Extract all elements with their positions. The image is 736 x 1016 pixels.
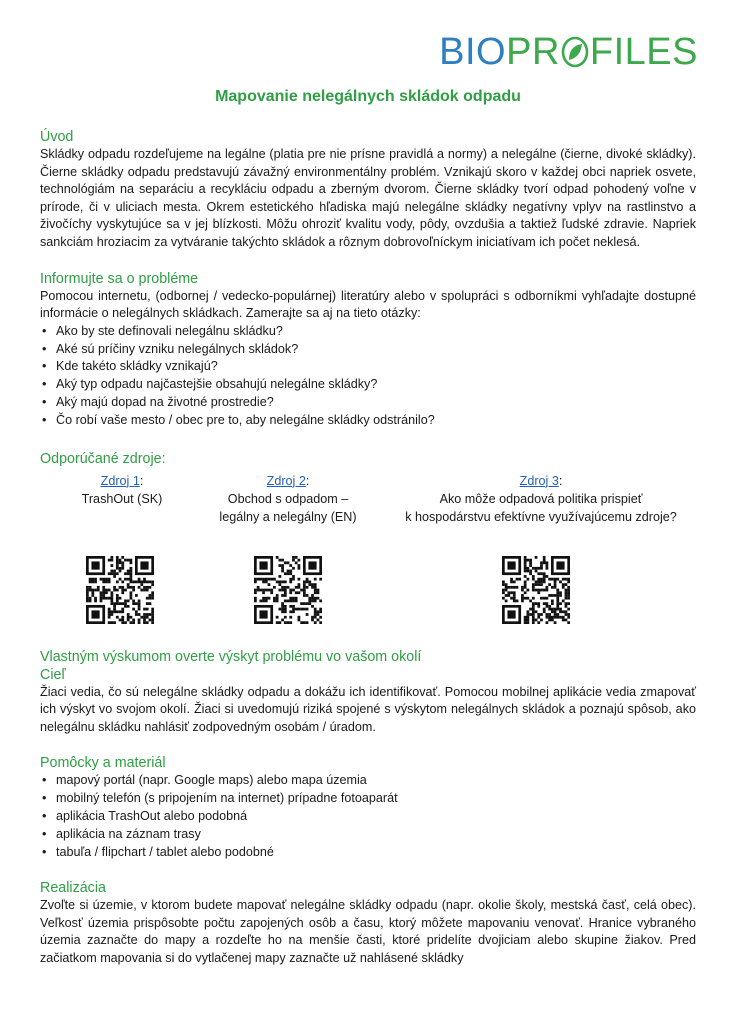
section-heading-realizacia: Realizácia — [40, 880, 106, 897]
section-vlastny-vyskum — [40, 648, 696, 737]
source-1-link[interactable]: Zdroj 1 — [100, 473, 140, 488]
logo-text-pr: PR — [506, 31, 560, 73]
source-2-title-line1: Obchod s odpadom – — [227, 491, 349, 506]
source-2: Zdroj 2: Obchod s odpadom – legálny a nelegálny (EN) — [219, 473, 357, 524]
list-item: • mobilný telefón (s pripojením na internet) prípadne fotoaparát — [40, 790, 696, 808]
list-item: • Aké sú príčiny vzniku nelegálnych skládok? — [40, 341, 696, 359]
paragraph-realizacia: Zvoľte si územie, v ktorom budete mapovať nelegálne skládky odpadu (napr. okolie školy, mestská časť, celá obec). Veľkosť územia prispôsobte počtu zapojených osôb a času, ktorý môžete mapovaniu venovať. Hranice vybraného územia zaznačte do mapy a rozdeľte ho na menšie časti, ktoré pridelíte dvojiciam alebo skupine žiakov. Pred začiatkom mapovania si do vytlačenej mapy zaznačte už nahlásené skládky — [40, 898, 696, 966]
paragraph-inform: Pomocou internetu, (odbornej / vedecko-populárnej) literatúry alebo v spolupráci s odborníkmi vyhľadajte dostupné informácie o nelegálnych skládkach. Zamerajte sa aj na tieto otázky: — [40, 288, 696, 321]
section-heading-inform: Informujte sa o probléme — [40, 270, 199, 287]
logo-text-files: FILES — [589, 31, 698, 73]
logo-text-bio: BIO — [439, 31, 507, 73]
section-heading-pomocky: Pomôcky a materiál — [40, 755, 166, 772]
section-uvod — [40, 128, 696, 252]
source-2-title-line2: legálny a nelegálny (EN) — [219, 509, 357, 524]
qr-code-icon[interactable] — [86, 556, 154, 624]
list-item: • tabuľa / flipchart / tablet alebo podobné — [40, 844, 696, 862]
section-heading-uvod: Úvod — [40, 129, 74, 145]
source-2-link[interactable]: Zdroj 2 — [266, 473, 306, 488]
source-3-title-line2: k hospodárstvu efektívne využívajúcemu zdroje? — [405, 509, 677, 524]
subheading-ciel: Cieľ — [40, 666, 66, 683]
list-item: • Čo robí vaše mesto / obec pre to, aby nelegálne skládky odstránilo? — [40, 412, 696, 430]
list-item: • aplikácia TrashOut alebo podobná — [40, 808, 696, 826]
list-item: • Aký typ odpadu najčastejšie obsahujú nelegálne skládky? — [40, 376, 696, 394]
leaf-icon — [561, 35, 589, 69]
source-3: Zdroj 3: Ako môže odpadová politika prispieť k hospodárstvu efektívne využívajúcemu zdroje? — [405, 473, 677, 524]
source-3-title-line1: Ako môže odpadová politika prispieť — [439, 491, 643, 506]
list-item: • Aký majú dopad na životné prostredie? — [40, 394, 696, 412]
qr-code-icon[interactable] — [502, 556, 570, 624]
section-heading-zdroje: Odporúčané zdroje: — [40, 450, 166, 467]
list-item: • mapový portál (napr. Google maps) alebo mapa územia — [40, 772, 696, 790]
section-pomocky — [40, 754, 696, 861]
materials-list — [40, 772, 696, 861]
section-realizacia — [40, 879, 696, 967]
list-item: • Ako by ste definovali nelegálnu skládku? — [40, 323, 696, 341]
paragraph-uvod: Skládky odpadu rozdeľujeme na legálne (platia pre nie prísne pravidlá a normy) a nelegálne (čierne, divoké skládky). Čierne skládky odpadu predstavujú závažný environmentálny problém. Vznikajú skoro v každej obci napriek osvete, technológiám na separáciu a recykláciu odpadu a zberným dvorom. Čierne skládky tvorí odpad pohodený voľne v prírode, či v uliciach mesta. Okrem estetického hľadiska majú nelegálne skládky negatívny vplyv na rastlinstvo a živočíchy vyskytujúce sa v jej blízkosti. Môžu ohroziť kvalitu vody, pôdy, ovzdušia a taktiež ľudské zdravie. Napriek sankciám hroziacim za vytváranie takýchto skládok a rôznym dobrovoľníckym iniciatívam ich počet neklesá. — [40, 147, 696, 249]
question-list — [40, 323, 696, 430]
section-inform — [40, 270, 696, 430]
bioprofiles-logo — [439, 32, 698, 72]
list-item: • Kde takéto skládky vznikajú? — [40, 358, 696, 376]
source-1-title: TrashOut (SK) — [81, 491, 163, 506]
section-heading-vlastny-vyskum: Vlastným výskumom overte výskyt problému vo vašom okolí — [40, 648, 422, 665]
qr-code-icon[interactable] — [254, 556, 322, 624]
source-3-link[interactable]: Zdroj 3 — [519, 473, 559, 488]
list-item: • aplikácia na záznam trasy — [40, 826, 696, 844]
page-title: Mapovanie nelegálnych skládok odpadu — [215, 88, 521, 105]
document-page — [40, 86, 696, 968]
sources-row — [40, 472, 696, 634]
paragraph-ciel: Žiaci vedia, čo sú nelegálne skládky odpadu a dokážu ich identifikovať. Pomocou mobilnej aplikácie vedia zmapovať ich výskyt vo svojom okolí. Žiaci si uvedomujú riziká spojené s výskytom nelegálnych skládok a poznajú spôsob, ako nelegálnu skládku nahlásiť zodpovedným osobám / úradom. — [40, 684, 696, 734]
source-1: Zdroj 1: TrashOut (SK) — [81, 473, 163, 506]
section-zdroje — [40, 450, 696, 634]
